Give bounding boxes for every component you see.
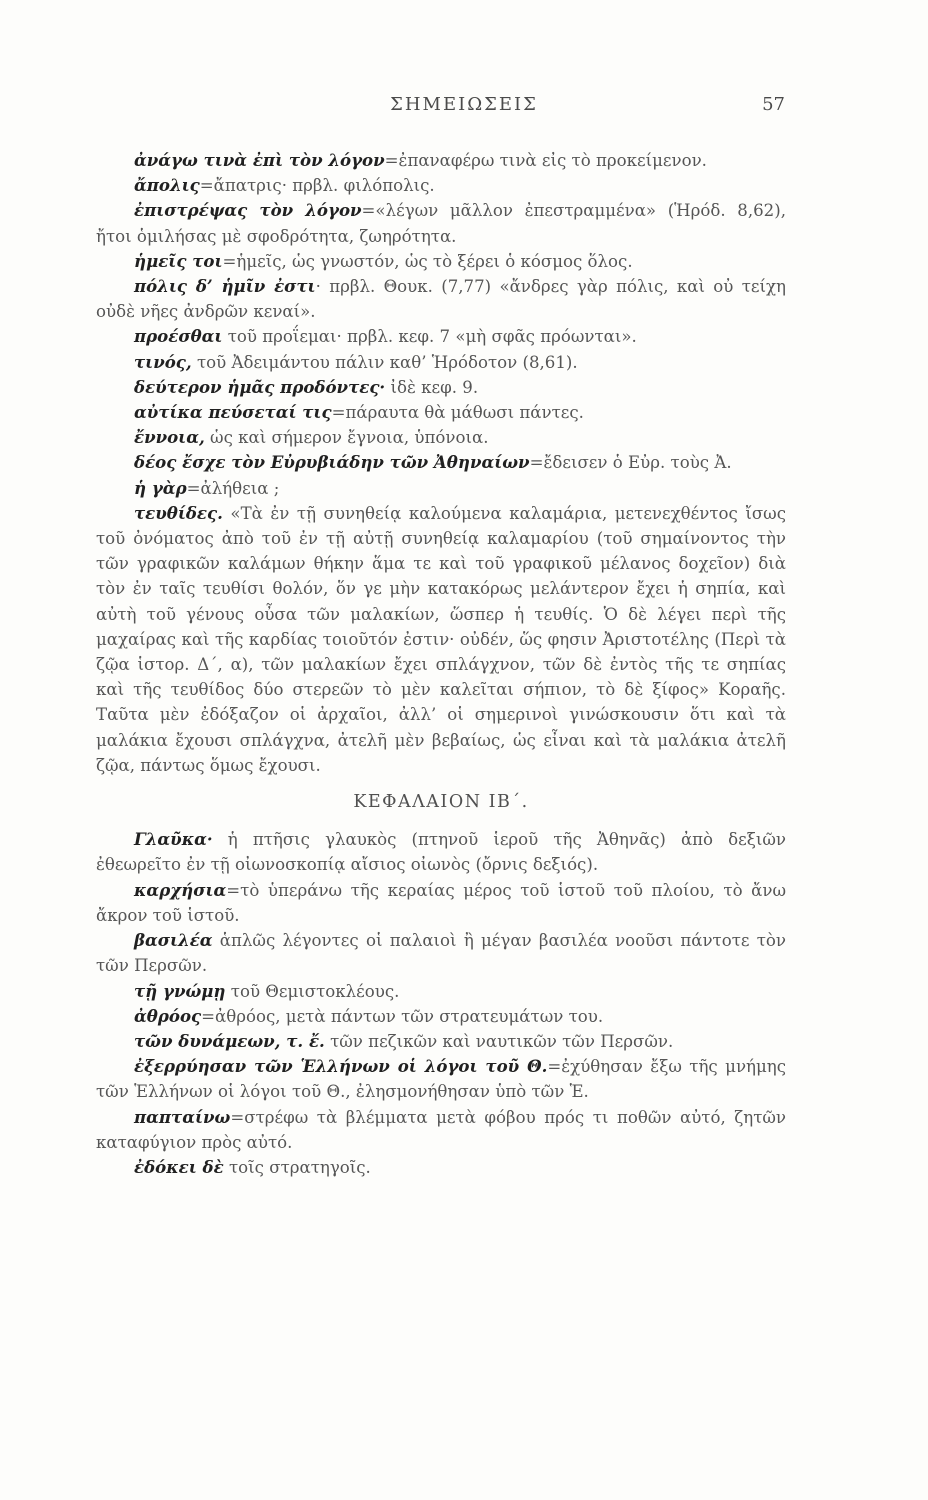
entry-lemma: τευθίδες. <box>134 502 223 523</box>
entry-lemma: Γλαῦκα· <box>134 829 213 850</box>
note-entry <box>96 1105 786 1155</box>
entry-lemma: τῇ γνώμῃ <box>134 980 226 1001</box>
entry-gloss: =στρέφω τὰ βλέμματα μετὰ φόβου πρός τι ποθῶν αὐτό, ζητῶν καταφύγιον πρὸς αὐτό. <box>96 1107 786 1152</box>
note-entry <box>96 274 786 324</box>
entry-gloss: =πάραυτα θὰ μάθωσι πάντες. <box>331 403 584 423</box>
entry-lemma: ἡ γὰρ <box>134 477 187 498</box>
entry-gloss: =ἄπατρις· πρβλ. φιλόπολις. <box>199 176 435 196</box>
entry-lemma: ἐξερρύησαν τῶν Ἑλλήνων οἱ λόγοι τοῦ Θ. <box>134 1056 548 1077</box>
entry-lemma: τινός, <box>134 351 192 372</box>
note-entry <box>96 979 786 1004</box>
note-entry <box>96 928 786 978</box>
entry-lemma: βασιλέα <box>134 930 213 951</box>
entry-gloss: =ἀλήθεια ; <box>186 478 280 498</box>
note-entry <box>96 1155 786 1180</box>
entry-gloss: τοῖς στρατηγοῖς. <box>223 1157 371 1177</box>
chapter-title: ΚΕΦΑΛΑΙΟΝ ΙΒ΄. <box>353 792 529 813</box>
note-entry <box>96 450 786 475</box>
entry-gloss: =ἀθρόος, μετὰ πάντων τῶν στρατευμάτων του. <box>201 1006 604 1026</box>
note-entry <box>96 324 786 349</box>
entry-lemma: ἐπιστρέψας τὸν λόγον <box>134 200 362 221</box>
entry-gloss: τοῦ Ἀδειμάντου πάλιν καθ’ Ἡρόδοτον (8,61). <box>191 352 578 372</box>
entry-gloss: · πρβλ. Θουκ. (7,77) «ἄνδρες γὰρ πόλις, καὶ οὐ τείχη οὐδὲ νῆες ἀνδρῶν κεναί». <box>96 277 786 322</box>
note-entry <box>96 350 786 375</box>
entry-gloss: =ἐχύθησαν ἔξω τῆς μνήμης τῶν Ἑλλήνων οἱ λόγοι τοῦ Θ., ἐλησμονήθησαν ὑπὸ τῶν Ἑ. <box>96 1057 786 1102</box>
note-entry <box>96 173 786 198</box>
entry-lemma: ἔννοια, <box>134 427 205 448</box>
note-entry <box>96 878 786 928</box>
entry-lemma: ἀθρόος <box>134 1005 202 1026</box>
entry-gloss: =ἡμεῖς, ὡς γνωστόν, ὡς τὸ ξέρει ὁ κόσμος ὅλος. <box>222 251 633 271</box>
entry-lemma: καρχήσια <box>134 879 227 900</box>
note-entry <box>96 375 786 400</box>
note-entry <box>96 249 786 274</box>
entry-lemma: πόλις δ’ ἡμῖν ἐστι <box>134 276 316 297</box>
entry-gloss: ἡ πτῆσις γλαυκὸς (πτηνοῦ ἱεροῦ τῆς Ἀθηνᾶς) ἀπὸ δεξιῶν ἐθεωρεῖτο ἐν τῇ οἰωνοσκοπίᾳ αἴσιος οἰωνὸς (ὄρνις δεξιός). <box>96 830 786 875</box>
entry-gloss: =ἔδεισεν ὁ Εὐρ. τοὺς Ἀ. <box>529 453 732 473</box>
entry-lemma: ἐδόκει δὲ <box>134 1156 224 1177</box>
entry-lemma: ἀνάγω τινὰ ἐπὶ τὸν λόγον <box>134 150 385 170</box>
entry-gloss: =ἐπαναφέρω τινὰ εἰς τὸ προκείμενον. <box>384 151 707 170</box>
entry-gloss: =τὸ ὑπεράνω τῆς κεραίας μέρος τοῦ ἱστοῦ τοῦ πλοίου, τὸ ἄνω ἄκρον τοῦ ἱστοῦ. <box>96 880 786 925</box>
note-entry <box>96 198 786 248</box>
entry-gloss: τοῦ προΐεμαι· πρβλ. κεφ. 7 «μὴ σφᾶς πρόωνται». <box>222 327 637 347</box>
entry-gloss: ἁπλῶς λέγοντες οἱ παλαιοὶ ἢ μέγαν βασιλέα νοοῦσι πάντοτε τὸν τῶν Περσῶν. <box>96 931 786 976</box>
page-number: 57 <box>762 94 785 115</box>
entry-lemma: ἄπολις <box>134 175 200 196</box>
entry-lemma: δεύτερον ἡμᾶς προδόντες· <box>134 376 386 397</box>
page-header <box>0 94 928 124</box>
entry-lemma: ἡμεῖς τοι <box>134 250 223 271</box>
notes-text <box>96 148 786 1180</box>
note-entry <box>96 1029 786 1054</box>
note-entry <box>96 148 786 173</box>
entry-gloss: τοῦ Θεμιστοκλέους. <box>225 981 400 1001</box>
note-entry <box>96 501 786 778</box>
note-entry <box>96 400 786 425</box>
entry-gloss: ἰδὲ κεφ. 9. <box>385 377 479 397</box>
entry-lemma: δέος ἔσχε τὸν Εὐρυβιάδην τῶν Ἀθηναίων <box>134 452 530 473</box>
note-entry <box>96 827 786 877</box>
entry-lemma: παπταίνω <box>134 1106 231 1127</box>
note-entry <box>96 476 786 501</box>
running-head: ΣΗΜΕΙΩΣΕΙΣ <box>390 94 538 115</box>
entry-lemma: προέσθαι <box>134 326 223 347</box>
entry-lemma: τῶν δυνάμεων, τ. ἔ. <box>134 1030 325 1051</box>
entry-gloss: τῶν πεζικῶν καὶ ναυτικῶν τῶν Περσῶν. <box>324 1031 674 1051</box>
entry-gloss: =«λέγων μᾶλλον ἐπεστραμμένα» (Ἡρόδ. 8,62), ἤτοι ὁμιλήσας μὲ σφοδρότητα, ζωηρότητα. <box>96 201 786 246</box>
note-entry <box>96 1054 786 1104</box>
entry-gloss: ὡς καὶ σήμερον ἔγνοια, ὑπόνοια. <box>204 428 489 448</box>
note-entry <box>96 1004 786 1029</box>
note-entry <box>96 425 786 450</box>
entry-gloss: «Τὰ ἐν τῇ συνηθείᾳ καλούμενα καλαμάρια, μετενεχθέντος ἴσως τοῦ ὀνόματος ἀπὸ τοῦ ἐν τῇ αὐτῇ συνηθείᾳ καλαμαρίου (τοῦ σημαίνοντος τὴν τῶν γραφικῶν καλάμων θήκην ἅμα τε καὶ τοῦ γραφικοῦ μέλανος δοχεῖον) διὰ τὸν ἐν ταῖς τευθίσι θολόν, ὅν γε μὴν κατακόρως μελάντερον ἔχει ἡ σηπία, καὶ αὐτὴ τοῦ γένους οὖσα τῶν μαλακίων, ὥσπερ ἡ τευθίς. Ὁ δὲ λέγει περὶ τῆς μαχαίρας καὶ τῆς καρδίας τοιοῦτόν ἐστιν· οὐδέν, ὥς φησιν Ἀριστοτέλης (Περὶ τὰ ζῷα ἱστορ. Δ΄, α), τῶν μαλακίων ἔχει σπλάγχνον, τῶν δὲ ἐντὸς τῆς τε σηπίας καὶ τῆς τευθίδος δύο στερεῶν τὸ μὲν καλεῖται σήπιον, τὸ δὲ ξίφος» Κοραῆς. Ταῦτα μὲν ἐδόξαζον οἱ ἀρχαῖοι, ἀλλ’ οἱ σημερινοὶ γινώσκουσιν ὅτι καὶ τὰ μαλάκια ἔχουσι σπλάγχνα, ἀτελῆ μὲν βεβαίως, ὡς εἶναι καὶ τὰ μαλάκια ἀτελῆ ζῷα, πάντως ὅμως ἔχουσι. <box>96 503 786 775</box>
entry-lemma: αὐτίκα πεύσεταί τις <box>134 402 332 423</box>
